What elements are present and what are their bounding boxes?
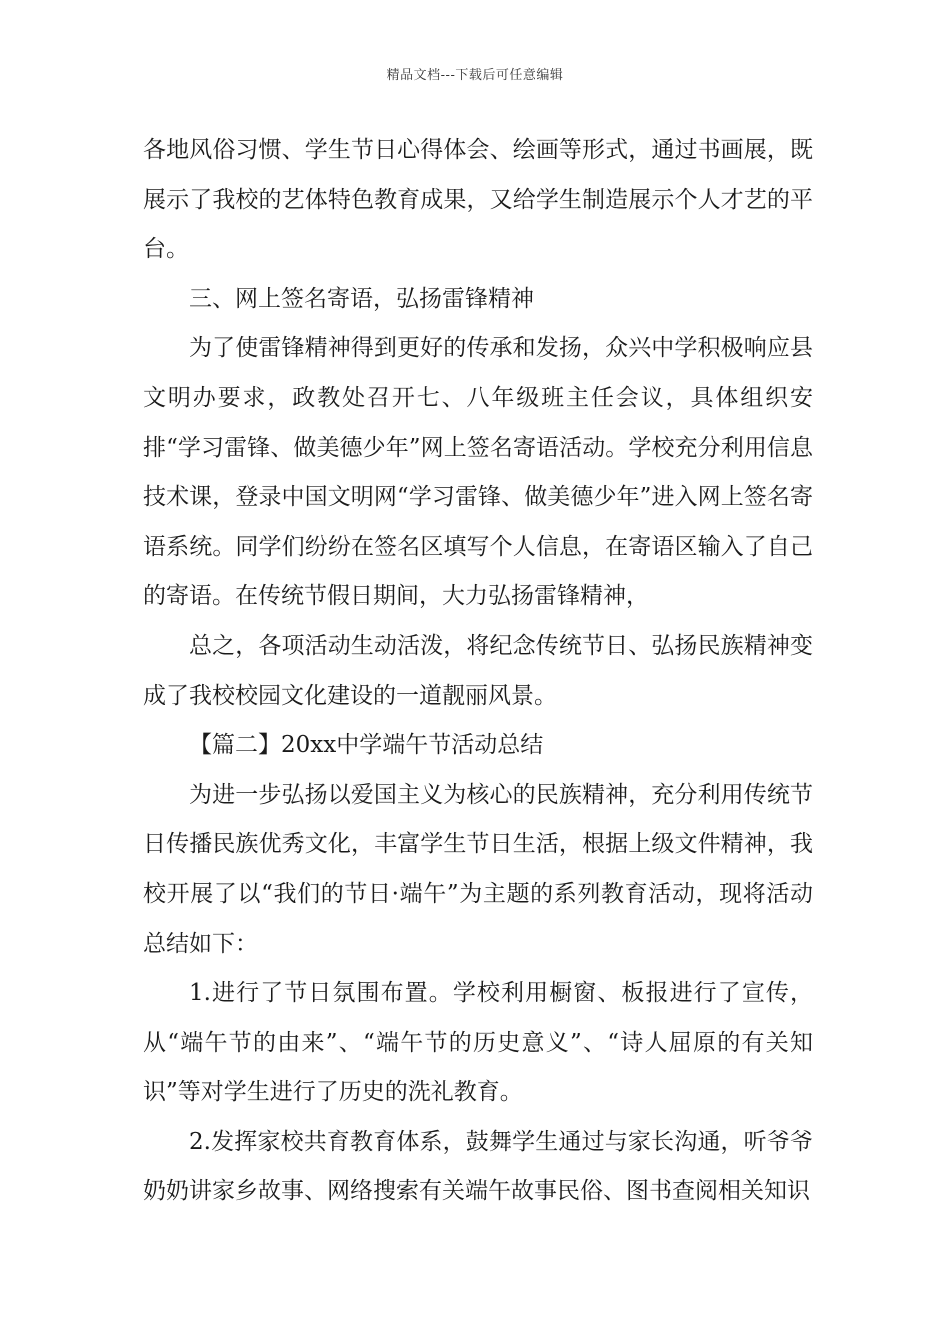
page-header: 精品文档---下载后可任意编辑 [386,68,564,83]
section-heading-3: 三、网上签名寄语，弘扬雷锋精神 [189,285,534,312]
list-item-1: 1.进行了节日氛围布置。学校利用橱窗、板报进行了宣传，从“端午节的由来”、“端午节的历史意义”、“诗人屈原的有关知识”等对学生进行了历史的洗礼教育。 [143,980,813,1106]
paragraph-lei-feng: 为了使雷锋精神得到更好的传承和发扬，众兴中学积极响应县文明办要求，政教处召开七、八年级班主任会议，具体组织安排“学习雷锋、做美德少年”网上签名寄语活动。学校充分利用信息技术课，登录中国文明网“学习雷锋、做美德少年”进入网上签名寄语系统。同学们纷纷在签名区填写个人信息，在寄语区输入了自己的寄语。在传统节假日期间，大力弘扬雷锋精神， [143,335,813,610]
paragraph-summary: 总之，各项活动生动活泼，将纪念传统节日、弘扬民族精神变成了我校校园文化建设的一道靓丽风景。 [143,632,813,709]
paragraph-intro: 为进一步弘扬以爱国主义为核心的民族精神，充分利用传统节日传播民族优秀文化，丰富学生节日生活，根据上级文件精神，我校开展了以“我们的节日·端午”为主题的系列教育活动，现将活动总结如下： [143,781,813,957]
document-body [143,126,813,1217]
list-item-2: 2.发挥家校共育教育体系，鼓舞学生通过与家长沟通，听爷爷奶奶讲家乡故事、网络搜索有关端午故事民俗、图书查阅相关知识 [143,1128,813,1205]
article-title-part-two: 【篇二】20xx中学端午节活动总结 [189,732,544,759]
paragraph-continuation: 各地风俗习惯、学生节日心得体会、绘画等形式，通过书画展，既展示了我校的艺体特色教育成果，又给学生制造展示个人才艺的平台。 [143,137,813,263]
